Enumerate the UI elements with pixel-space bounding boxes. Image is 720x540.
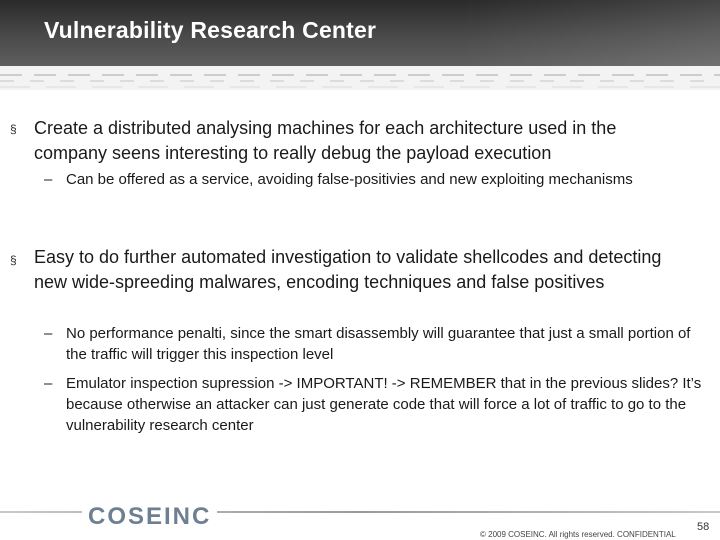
- slide-title: Vulnerability Research Center: [44, 17, 377, 43]
- bullet-2-sub-2-text: Emulator inspection supression -> IMPORTANT! -> REMEMBER that in the previous slides? It’s because otherwise an attacker can just generate code that will force a lot of traffic to go to the vulnerability research center: [66, 375, 702, 434]
- coseinc-logo: COSEINC: [82, 503, 217, 531]
- decorative-dash-row: [0, 80, 720, 82]
- bullet-marker: §: [10, 122, 17, 136]
- sub-bullet-marker: –: [44, 325, 53, 342]
- copyright-notice: © 2009 COSEINC. All rights reserved. CONFIDENTIAL: [480, 530, 676, 539]
- bullet-marker: §: [10, 253, 17, 267]
- decorative-dash-row: [0, 74, 720, 76]
- slide-header: [0, 0, 720, 66]
- bullet-2-sub-1-text: No performance penalti, since the smart disassembly will guarantee that just a small portion of the traffic will trigger this inspection level: [66, 325, 691, 363]
- sub-bullet-marker: –: [44, 375, 53, 392]
- page-number: 58: [697, 521, 710, 533]
- sub-bullet-marker: –: [44, 171, 53, 188]
- header-accent: [460, 0, 720, 66]
- decorative-dash-row: [0, 86, 720, 88]
- bullet-1-text: Create a distributed analysing machines for each architecture used in the company seens interesting to really debug the payload execution: [34, 118, 617, 163]
- bullet-2-text: Easy to do further automated investigation to validate shellcodes and detecting new wide-spreeding malwares, encoding techniques and false positives: [34, 247, 662, 292]
- bullet-1-sub-1-text: Can be offered as a service, avoiding false-positivies and new exploiting mechanisms: [66, 171, 633, 188]
